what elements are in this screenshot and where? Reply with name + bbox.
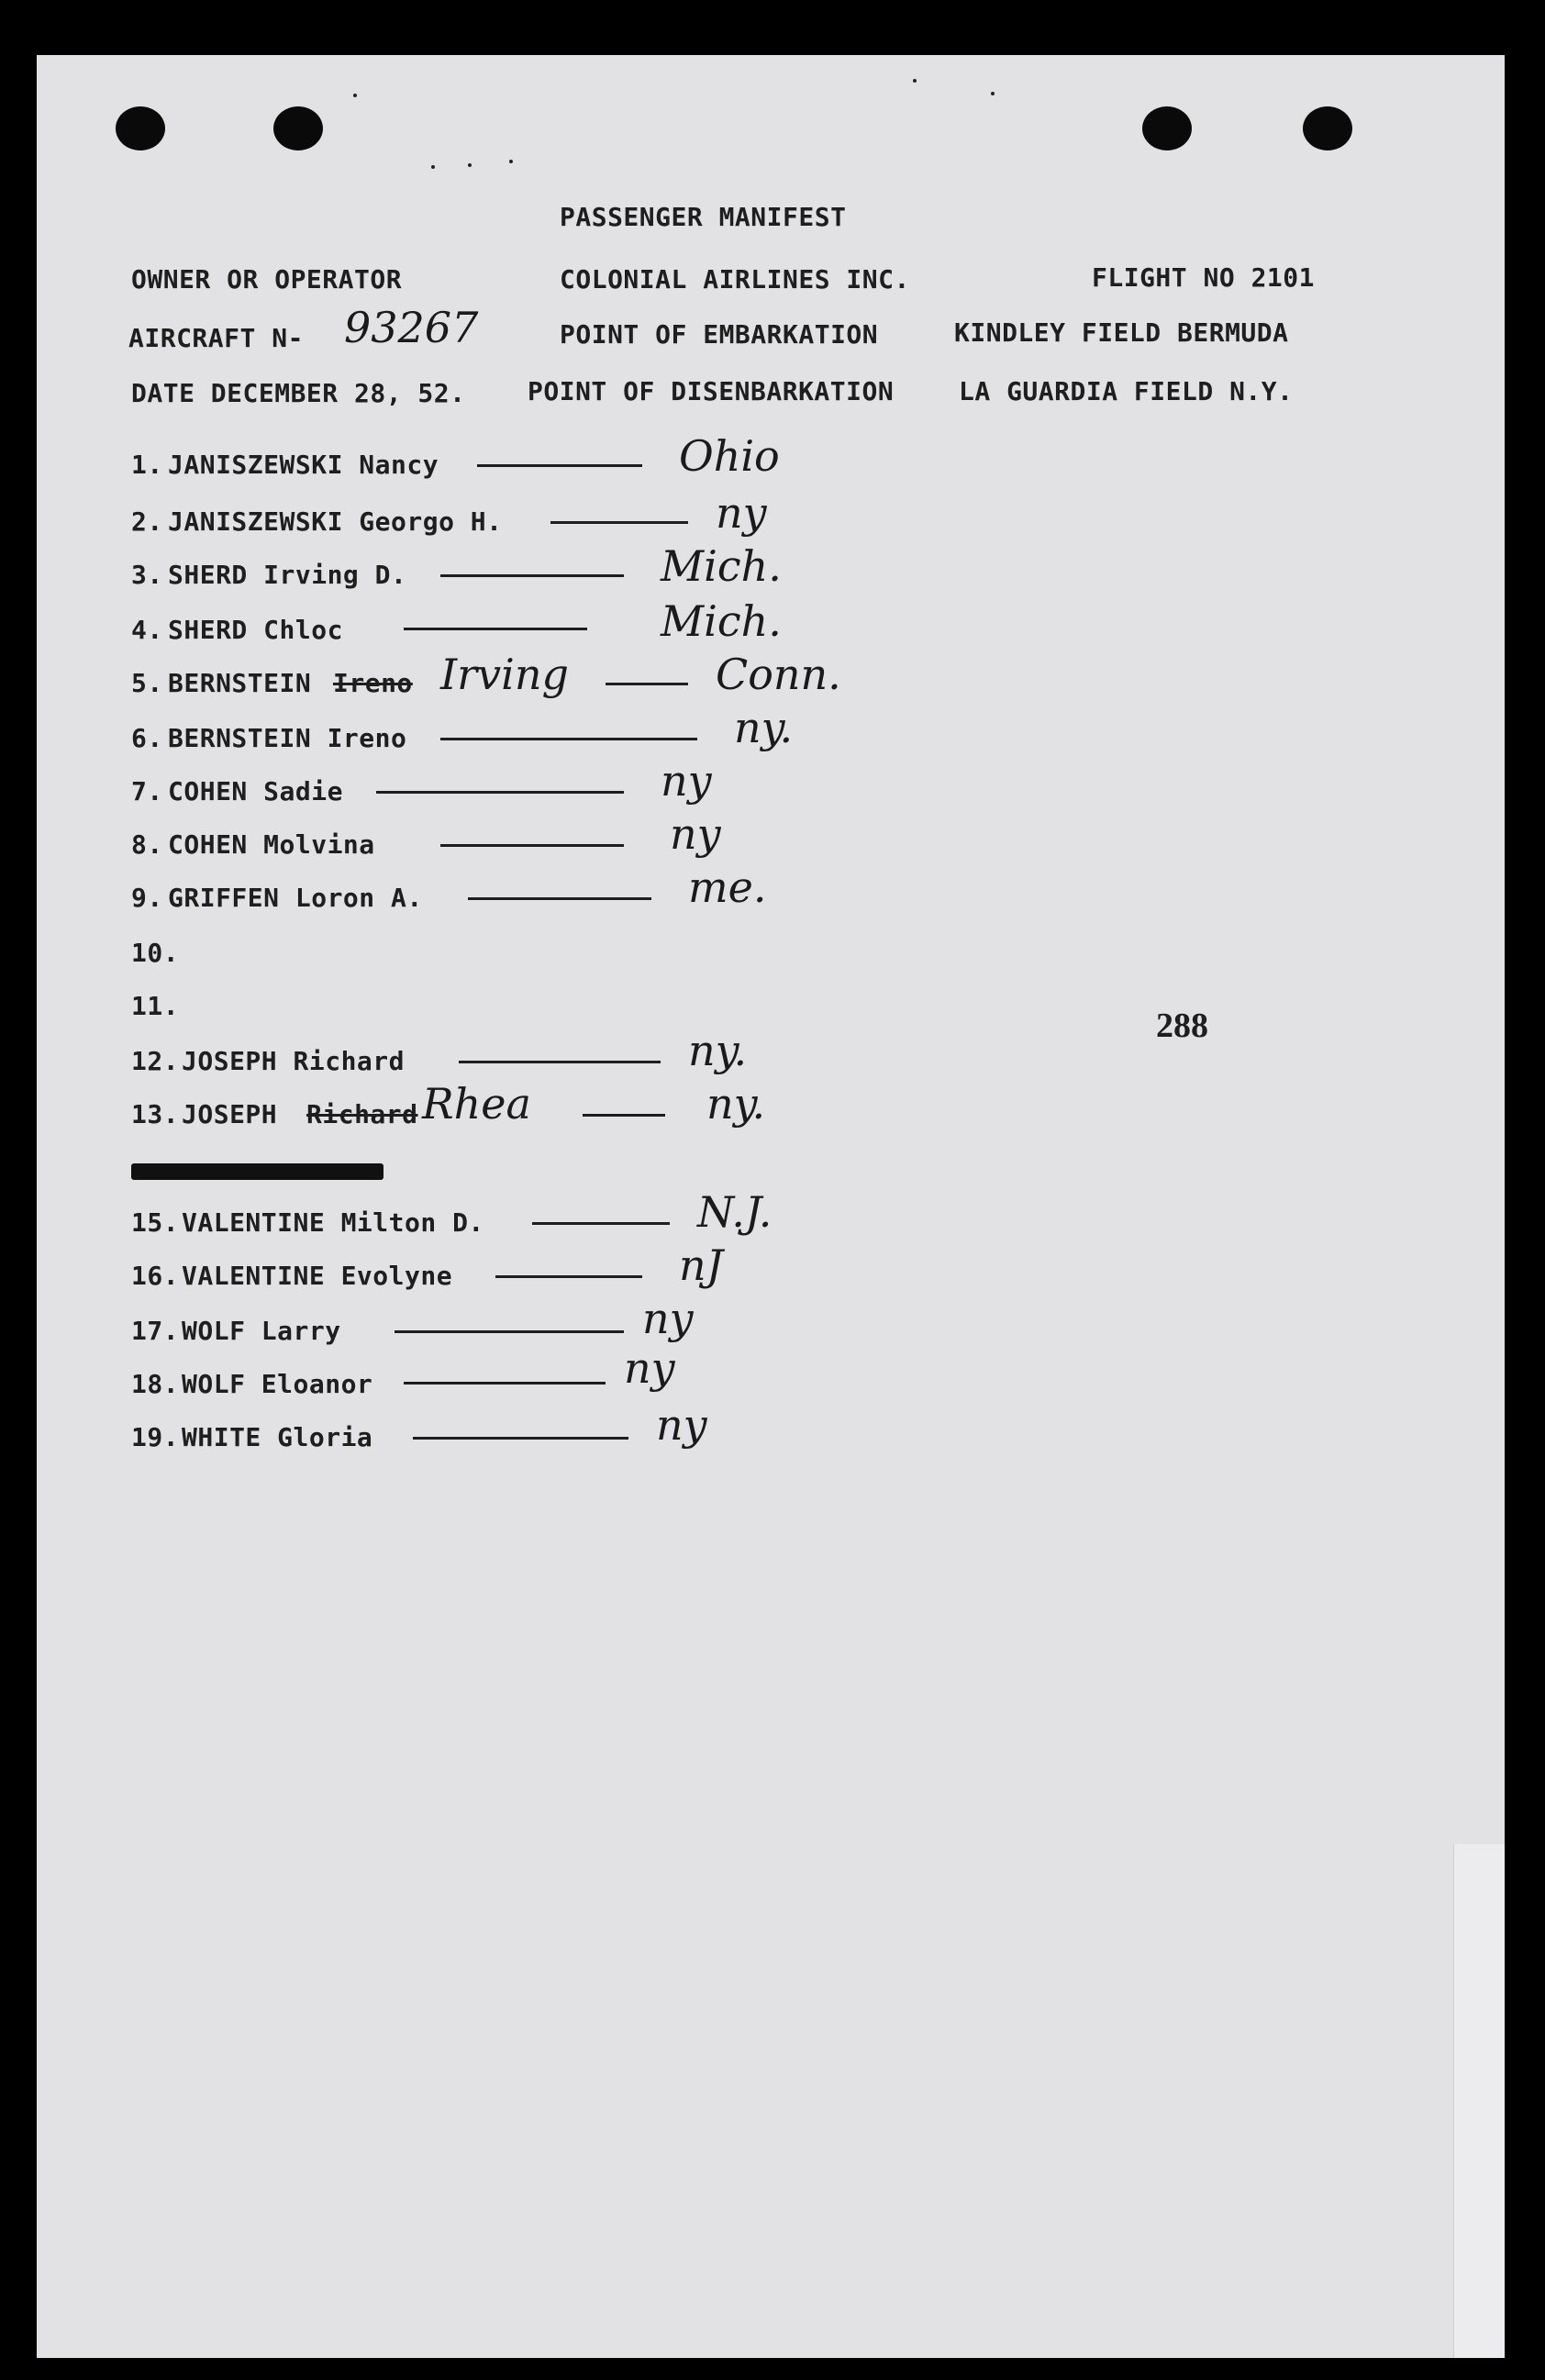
row-number: 4. (131, 615, 163, 645)
leader-line (477, 464, 642, 467)
leader-line (440, 844, 624, 847)
state-handwritten: ny (716, 488, 767, 538)
leader-line (468, 897, 651, 900)
name-correction-handwritten: Rhea (422, 1079, 531, 1129)
leader-line (583, 1114, 665, 1117)
state-handwritten: Conn. (716, 650, 841, 699)
row-number: 6. (131, 723, 163, 753)
passenger-name: WHITE Gloria (182, 1422, 373, 1452)
passenger-name: JANISZEWSKI Georgo H. (168, 506, 503, 537)
passenger-name: JOSEPH Richard (182, 1046, 406, 1076)
punch-hole (116, 106, 165, 150)
state-handwritten: ny (656, 1400, 707, 1450)
state-handwritten: me. (688, 862, 767, 912)
state-handwritten: Mich. (661, 596, 782, 646)
passenger-name: SHERD Irving D. (168, 560, 407, 590)
leader-line (606, 683, 688, 685)
row-number: 11. (131, 991, 180, 1021)
page-number: 288 (1156, 1006, 1208, 1045)
date-label: DATE DECEMBER 28, 52. (131, 378, 466, 408)
speck (353, 94, 357, 97)
leader-line (495, 1275, 642, 1278)
speck (913, 79, 917, 83)
leader-line (440, 738, 697, 740)
struck-name: Ireno (333, 668, 413, 698)
aircraft-label: AIRCRAFT N- (128, 323, 304, 353)
passenger-name: VALENTINE Evolyne (182, 1261, 453, 1291)
passenger-name: JOSEPH (182, 1099, 278, 1129)
passenger-name: WOLF Eloanor (182, 1369, 373, 1399)
speck (991, 92, 995, 95)
leader-line (459, 1061, 661, 1063)
state-handwritten: N.J. (697, 1187, 772, 1237)
state-handwritten: ny (661, 756, 712, 806)
aircraft-number-handwritten: 93267 (344, 303, 479, 352)
leader-line (376, 791, 624, 794)
row-number: 17. (131, 1316, 180, 1346)
passenger-name: BERNSTEIN Ireno (168, 723, 407, 753)
state-handwritten: ny. (688, 1026, 748, 1075)
leader-line (440, 574, 624, 577)
manifest-page (37, 55, 1505, 2358)
leader-line (532, 1222, 670, 1225)
leader-line (395, 1330, 624, 1333)
redacted-row (131, 1163, 383, 1180)
state-handwritten: ny (642, 1294, 694, 1343)
passenger-name: VALENTINE Milton D. (182, 1207, 484, 1238)
owner-label: OWNER OR OPERATOR (131, 264, 403, 295)
name-correction-handwritten: Irving (440, 650, 569, 699)
row-number: 8. (131, 829, 163, 860)
passenger-name: SHERD Chloc (168, 615, 343, 645)
state-handwritten: ny. (706, 1079, 766, 1129)
row-number: 9. (131, 883, 163, 913)
speck (468, 163, 472, 167)
row-number: 10. (131, 938, 180, 968)
leader-line (404, 628, 587, 630)
owner-value: COLONIAL AIRLINES INC. (560, 264, 910, 295)
passenger-name: JANISZEWSKI Nancy (168, 450, 439, 480)
state-handwritten: Ohio (679, 431, 780, 481)
speck (431, 165, 435, 169)
row-number: 19. (131, 1422, 180, 1452)
row-number: 5. (131, 668, 163, 698)
embarkation-label: POINT OF EMBARKATION (560, 319, 879, 350)
row-number: 1. (131, 450, 163, 480)
row-number: 16. (131, 1261, 180, 1291)
state-handwritten: ny (670, 809, 721, 859)
row-number: 15. (131, 1207, 180, 1238)
state-handwritten: ny. (734, 703, 794, 752)
passenger-name: GRIFFEN Loron A. (168, 883, 423, 913)
disembarkation-value: LA GUARDIA FIELD N.Y. (959, 376, 1294, 406)
punch-hole (1303, 106, 1352, 150)
state-handwritten: ny (624, 1343, 675, 1393)
speck (509, 160, 513, 163)
manifest-title: PASSENGER MANIFEST (560, 202, 847, 232)
punch-hole (1142, 106, 1192, 150)
row-number: 3. (131, 560, 163, 590)
leader-line (550, 521, 688, 524)
leader-line (413, 1437, 628, 1440)
row-number: 13. (131, 1099, 180, 1129)
row-number: 12. (131, 1046, 180, 1076)
passenger-name: COHEN Sadie (168, 776, 343, 806)
state-handwritten: Mich. (661, 541, 782, 591)
state-handwritten: nJ (679, 1240, 724, 1290)
disembarkation-label: POINT OF DISENBARKATION (528, 376, 895, 406)
flight-number: FLIGHT NO 2101 (1092, 262, 1316, 293)
row-number: 7. (131, 776, 163, 806)
leader-line (404, 1382, 606, 1385)
passenger-name: COHEN Molvina (168, 829, 375, 860)
passenger-name: BERNSTEIN (168, 668, 312, 698)
struck-name: Richard (306, 1099, 418, 1129)
passenger-name: WOLF Larry (182, 1316, 341, 1346)
row-number: 2. (131, 506, 163, 537)
punch-hole (273, 106, 323, 150)
row-number: 18. (131, 1369, 180, 1399)
embarkation-value: KINDLEY FIELD BERMUDA (954, 317, 1289, 348)
